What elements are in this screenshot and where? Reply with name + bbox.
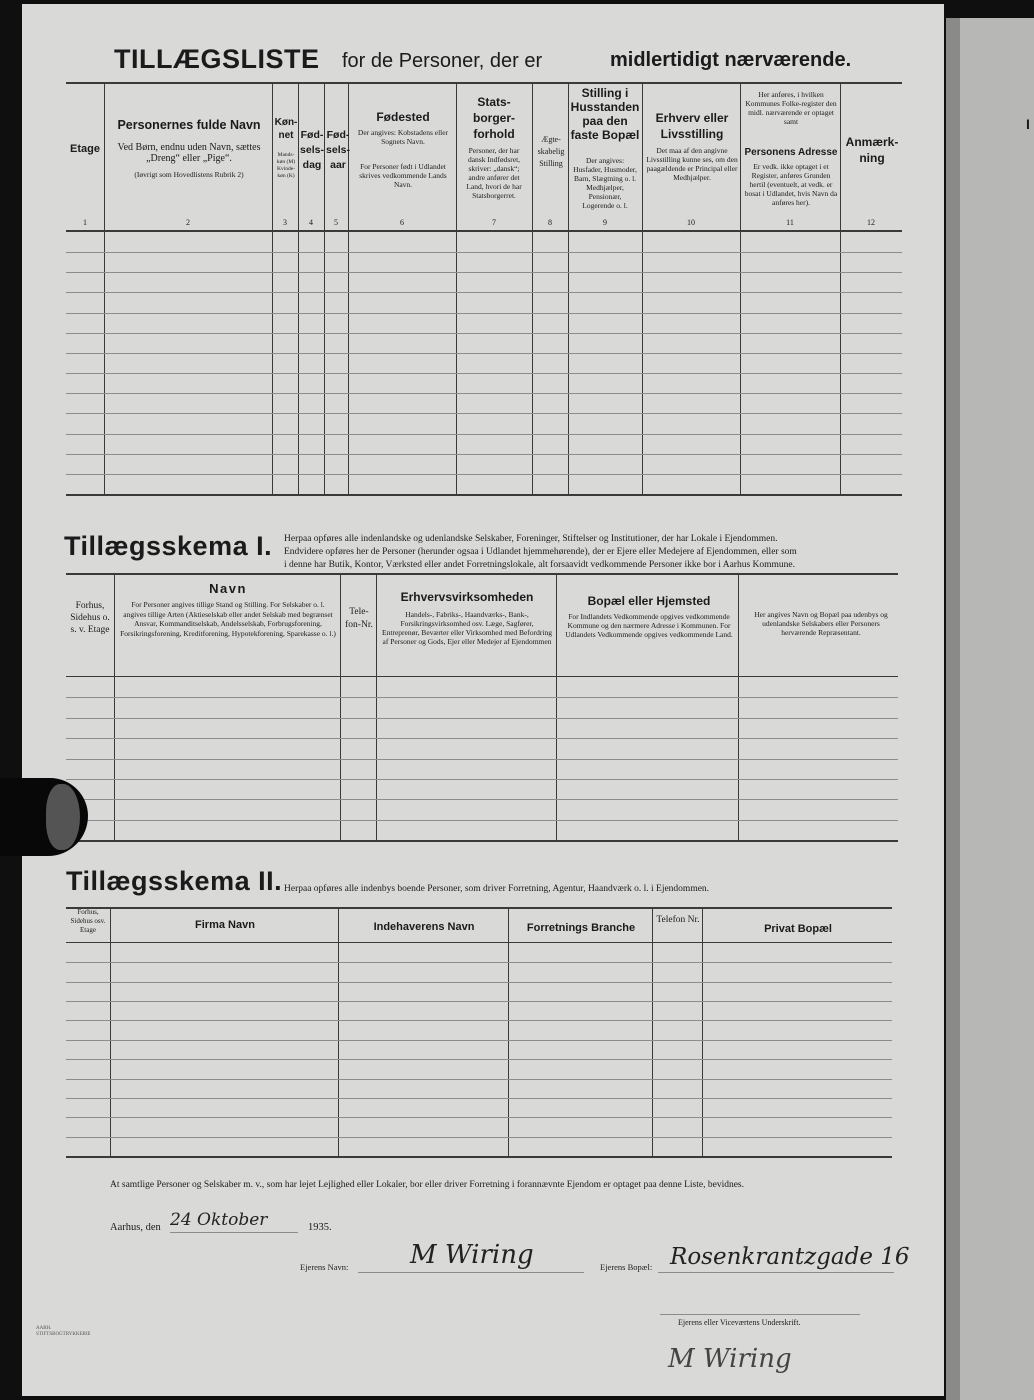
- page-fold: [946, 18, 960, 1400]
- owner-address-underline: [658, 1272, 894, 1273]
- schema-two-row-line: [66, 1001, 892, 1002]
- s1-col-name-note: For Personer angives tillige Stand og Stilling. For Selskaber o. l. angives tillige Arten (Aktieselskab eller andet Selskab med begrænset Ansvar, Kommanditselskab, Andelsselskab, Forbrugsforening, Forsikringsforening, Kreditforening, Hypotekforening, Sparekasse o. l.): [120, 600, 336, 638]
- schema-two-intro: Herpaa opføres alle indenbys boende Personer, som driver Forretning, Agentur, Haandværk o. l. i Ejendommen.: [284, 884, 710, 894]
- col-citizenship-heading: Stats-borger-forhold: [473, 95, 515, 141]
- main-col-divider-11: [840, 82, 841, 494]
- s2-col-divider-3: [508, 907, 509, 1156]
- main-col-divider-2: [272, 82, 273, 494]
- owner-name-handwritten: M Wiring: [410, 1240, 534, 1270]
- col-citizenship-note: Personer, der har dansk Indfødsret, skriver: „dansk“; andre anfører det Land, hvori de har Statsborgerret.: [466, 146, 522, 200]
- main-col-divider-8: [568, 82, 569, 494]
- main-col-divider-10: [740, 82, 741, 494]
- col-household-heading: Stilling i Husstanden paa den faste Bopæl: [570, 86, 640, 142]
- col-address-note: Er vedk. ikke optaget i et Register, anføres Grunden hertil (eventuelt, at vedk. er bosat i Udlandet, hvis Navn da anføres her).: [744, 162, 838, 207]
- col-birthplace-note: Der angives: Kobstadens eller Sognets Navn.: [357, 128, 449, 146]
- s1-col-phone-heading: Tele-fon-Nr.: [345, 607, 373, 630]
- main-column-number: 8: [548, 218, 552, 227]
- main-column-number: 5: [334, 218, 338, 227]
- certification-date-handwritten: 24 Oktober: [170, 1210, 268, 1230]
- main-column-number: 2: [186, 218, 190, 227]
- s1-col-business-note: Handels-, Fabriks-, Haandværks-, Bank-, Forsikringsvirksomhed osv. Læge, Sagfører, Entreprenør, Beværter eller Virksomhed med Befordring af Personer og Gods, Ejer eller Medejer af Ejendommen: [382, 610, 552, 646]
- owner-address-label: Ejerens Bopæl:: [600, 1262, 653, 1272]
- schema-one-bottom-rule: [66, 840, 898, 842]
- adjacent-page-mark: I: [1026, 116, 1030, 132]
- signature-label: Ejerens eller Viceværtens Underskrift.: [678, 1318, 801, 1327]
- main-col-divider-1: [104, 82, 105, 494]
- schema-two-row-line: [66, 962, 892, 963]
- schema-one-row-line: [66, 779, 898, 780]
- schema-two-row-line: [66, 1079, 892, 1080]
- census-form-page: [22, 4, 944, 1396]
- schema-one-intro-2: Endvidere opføres her de Personer (herunder ogsaa i Udlandet hjemmehørende), der er Ejere eller Medejere af Ejendommen, eller som: [284, 547, 797, 557]
- schema-two-header-rule: [66, 942, 892, 943]
- col-occupation-heading: Erhverv eller Livsstilling: [655, 111, 729, 141]
- s2-col-divider-5: [702, 907, 703, 1156]
- s2-col-divider-2: [338, 907, 339, 1156]
- col-occupation-note: Det maa af den angivne Livsstilling kunne ses, om den paagældende er Principal eller Medhjælper.: [646, 146, 738, 182]
- schema-one-header-rule: [66, 676, 898, 677]
- col-etage-heading: Etage: [70, 143, 100, 155]
- schema-one-row-line: [66, 718, 898, 719]
- schema-two-title: Tillægsskema II.: [66, 866, 283, 896]
- s2-col-firm-heading: Firma Navn: [195, 919, 255, 931]
- main-table-row-line: [66, 252, 902, 253]
- s2-col-owner-heading: Indehaverens Navn: [373, 921, 475, 933]
- main-col-divider-3: [298, 82, 299, 494]
- main-col-divider-9: [642, 82, 643, 494]
- owner-address-handwritten: Rosenkrantzgade 16: [670, 1244, 910, 1270]
- s2-col-divider-1: [110, 907, 111, 1156]
- schema-two-row-line: [66, 1020, 892, 1021]
- s2-col-private-heading: Privat Bopæl: [764, 923, 832, 935]
- main-table-row-line: [66, 272, 902, 273]
- col-birthyear-heading: Fød-sels-aar: [326, 129, 350, 171]
- col-remarks-heading: Anmærk-ning: [845, 135, 899, 165]
- main-table-row-line: [66, 454, 902, 455]
- main-column-number: 11: [786, 218, 794, 227]
- main-column-number: 6: [400, 218, 404, 227]
- certification-statement: At samtlige Personer og Selskaber m. v., som har lejet Lejlighed eller Lokaler, bor eller driver Forretning i forannævnte Ejendom er optaget paa denne Liste, bevidnes.: [110, 1180, 744, 1190]
- signature-handwritten: M Wiring: [668, 1344, 792, 1374]
- main-column-number: 9: [603, 218, 607, 227]
- schema-one-row-line: [66, 738, 898, 739]
- schema-two-row-line: [66, 1098, 892, 1099]
- main-table-bottom-rule: [66, 494, 902, 496]
- schema-two-row-line: [66, 1137, 892, 1138]
- col-sex-heading: Køn-net: [274, 117, 298, 141]
- s1-col-representative-note: Her angives Navn og Bopæl paa udenbys og udenlandske Selskabers eller Personers herværende Repræsentant.: [754, 610, 888, 637]
- col-name-heading: Personernes fulde Navn: [117, 118, 261, 132]
- s2-col-branch-heading: Forretnings Branche: [526, 922, 636, 934]
- date-underline: [170, 1232, 298, 1233]
- col-household-note: Der angives: Husfader, Husmoder, Barn, Slægtning o. l. Medhjælper, Pensionær, Logerende o. l.: [573, 156, 637, 210]
- main-col-divider-7: [532, 82, 533, 494]
- col-name-note2: (Iøvrigt som Hovedlistens Rubrik 2): [134, 170, 244, 179]
- main-table-row-line: [66, 393, 902, 394]
- main-col-divider-4: [324, 82, 325, 494]
- schema-one-title: Tillægsskema I.: [64, 531, 273, 561]
- owner-name-underline: [358, 1272, 584, 1273]
- main-table-row-line: [66, 474, 902, 475]
- schema-one-row-line: [66, 697, 898, 698]
- printer-note: AARH. STIFTSBOGTRYKKERIE: [36, 1326, 91, 1337]
- s1-col-residence-note: For Indlandets Vedkommende opgives vedkommende Kommune og den nærmere Adresse i Kommunen. For Udlandets Vedkommende opgives vedkommende Land.: [565, 612, 733, 639]
- s1-col-etage-heading: Forhus, Sidehus o. s. v. Etage: [70, 601, 110, 635]
- certification-year: 1935.: [308, 1222, 332, 1233]
- main-column-number: 1: [83, 218, 87, 227]
- schema-two-row-line: [66, 982, 892, 983]
- schema-one-intro-1: Herpaa opføres alle indenlandske og udenlandske Selskaber, Foreninger, Stiftelser og Institutioner, der har Lokale i Ejendommen.: [284, 534, 778, 544]
- main-col-divider-6: [456, 82, 457, 494]
- s2-col-divider-4: [652, 907, 653, 1156]
- col-birthplace-heading: Fødested: [376, 110, 430, 124]
- main-column-number: 10: [687, 218, 695, 227]
- col-address-heading: Personens Adresse: [744, 147, 838, 158]
- main-table-row-line: [66, 434, 902, 435]
- schema-two-top-rule: [66, 907, 892, 909]
- main-table-row-line: [66, 413, 902, 414]
- schema-two-bottom-rule: [66, 1156, 892, 1158]
- schema-two-row-line: [66, 1117, 892, 1118]
- main-table-row-line: [66, 333, 902, 334]
- owner-name-label: Ejerens Navn:: [300, 1262, 349, 1272]
- s1-col-residence-heading: Bopæl eller Hjemsted: [587, 594, 711, 608]
- main-list-title: TILLÆGSLISTE: [114, 44, 320, 74]
- main-list-title-mid: for de Personer, der er: [342, 50, 543, 72]
- s2-col-etage-heading: Forhus, Sidehus osv. Etage: [70, 908, 106, 934]
- schema-one-row-line: [66, 820, 898, 821]
- schema-two-row-line: [66, 1040, 892, 1041]
- schema-one-top-rule: [66, 573, 898, 575]
- schema-two-row-line: [66, 1059, 892, 1060]
- main-table-top-rule: [66, 82, 902, 84]
- main-table-header-rule: [66, 230, 902, 232]
- certification-place-label: Aarhus, den: [110, 1222, 161, 1233]
- col-register-note-top: Her anføres, i hvilken Kommunes Folke-register den midl. nærværende er optaget samt: [745, 90, 837, 126]
- main-column-number: 3: [283, 218, 287, 227]
- schema-one-row-line: [66, 759, 898, 760]
- thumb-highlight: [46, 784, 80, 850]
- col-birthday-heading: Fød-sels-dag: [300, 129, 324, 171]
- col-marital-heading: Ægte-skabelig Stilling: [537, 135, 565, 168]
- main-table-row-line: [66, 353, 902, 354]
- main-list-title-end: midlertidigt nærværende.: [610, 49, 852, 71]
- main-table-row-line: [66, 313, 902, 314]
- s1-col-name-heading: Navn: [209, 581, 247, 596]
- s2-col-phone-heading: Telefon Nr.: [656, 915, 700, 925]
- main-column-number: 12: [867, 218, 875, 227]
- col-sex-note: Mands-køn (M) Kvinde-køn (K): [276, 152, 296, 179]
- col-name-note: Ved Børn, endnu uden Navn, sættes „Dreng“ eller „Pige“.: [117, 142, 261, 164]
- main-column-number: 4: [309, 218, 313, 227]
- signature-line: [660, 1314, 860, 1315]
- adjacent-page: [946, 18, 1034, 1400]
- main-table-row-line: [66, 292, 902, 293]
- schema-one-intro-3: i denne har Butik, Kontor, Værksted eller andet Forretningslokale, alt forsaavidt vedkommende Personer ikke bor i Aarhus Kommune.: [284, 560, 796, 570]
- col-birthplace-note2: For Personer født i Udlandet skrives vedkommende Lands Navn.: [359, 162, 447, 189]
- main-column-number: 7: [492, 218, 496, 227]
- main-table-row-line: [66, 373, 902, 374]
- schema-one-row-line: [66, 799, 898, 800]
- s1-col-business-heading: Erhvervsvirksomheden: [400, 590, 534, 604]
